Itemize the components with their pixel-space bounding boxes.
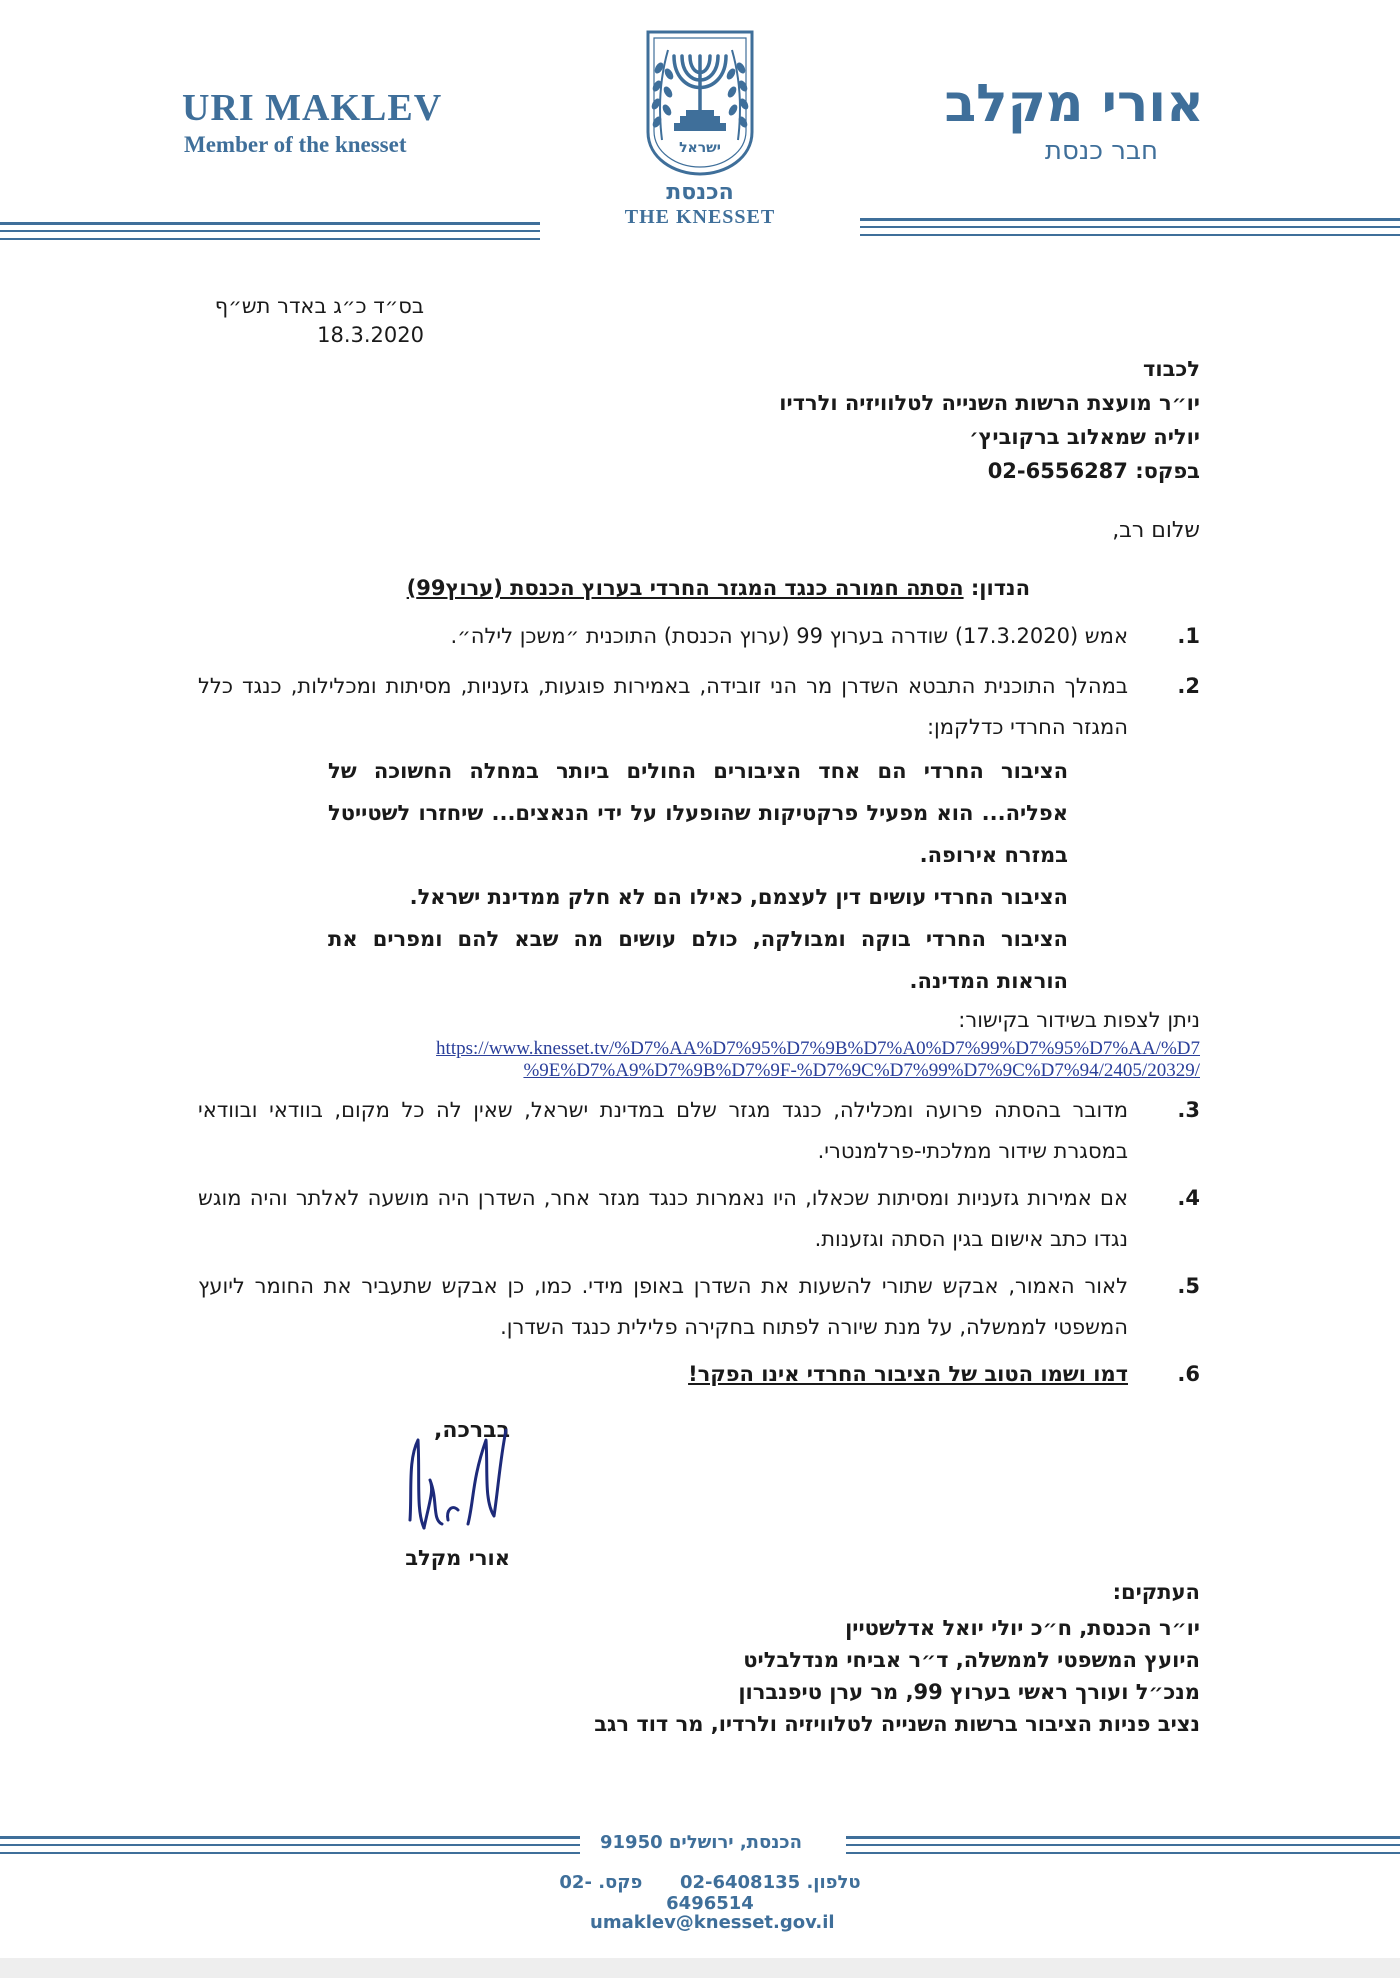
letterhead-english-title: Member of the knesset bbox=[184, 132, 407, 157]
recipient-line: יוליה שמאלוב ברקוביץ׳ bbox=[969, 425, 1200, 449]
cc-item: היועץ המשפטי לממשלה, ד״ר אביחי מנדלבליט bbox=[743, 1648, 1200, 1672]
subject-line bbox=[407, 576, 1030, 600]
paragraph-text: מדובר בהסתה פרועה ומכלילה, כנגד מגזר שלם במדינת ישראל, שאין לה כל מקום, בוודאי ובוודאי במסגרת שידור ממלכתי-פרלמנטרי. bbox=[198, 1098, 1128, 1163]
paragraph-5 bbox=[198, 1266, 1200, 1348]
quote-3: הציבור החרדי בוקה ומבולקה, כולם עושים מה שבא להם ומפרים את הוראות המדינה. bbox=[328, 927, 1068, 993]
knesset-english-label: THE KNESSET bbox=[624, 206, 776, 228]
letterhead-hebrew-name: אורי מקלב bbox=[944, 74, 1204, 134]
signature-blessing: בברכה, bbox=[433, 1418, 510, 1443]
paragraph-number: 5. bbox=[1177, 1274, 1200, 1298]
broadcast-link-line[interactable]: https://www.knesset.tv/%D7%AA%D7%95%D7%9B%D7%A0%D7%99%D7%95%D7%AA/%D7 bbox=[436, 1038, 1200, 1059]
subject-text: הסתה חמורה כנגד המגזר החרדי בערוץ הכנסת (ערוץ99) bbox=[406, 576, 964, 600]
footer-rule-right bbox=[846, 1836, 1400, 1839]
paragraph-text: במהלך התוכנית התבטא השדרן מר הני זובידה, באמירות פוגעות, גזעניות, מסיתות ומכלילות, כנגד כלל המגזר החרדי כדלקמן: bbox=[198, 674, 1128, 739]
menorah-emblem-icon bbox=[640, 28, 760, 178]
recipient-fax: בפקס: 02-6556287 bbox=[987, 459, 1200, 483]
greeting: שלום רב, bbox=[1112, 518, 1200, 543]
signature-name: אורי מקלב bbox=[405, 1546, 510, 1570]
quote-1: הציבור החרדי הם אחד הציבורים החולים ביותר במחלה החשוכה של אפליה... הוא מפעיל פרקטיקות שהופעלו על ידי הנאצים... שיחזרו לשטייטל במזרח אירופה. bbox=[328, 759, 1068, 867]
cc-list bbox=[594, 1612, 1200, 1740]
paragraph-number: 6. bbox=[1177, 1362, 1200, 1386]
header-rule-left bbox=[0, 222, 540, 225]
recipient-block bbox=[779, 352, 1200, 488]
paragraph-number: 2. bbox=[1177, 674, 1200, 698]
footer-rule-left bbox=[0, 1836, 580, 1839]
paragraph-4 bbox=[198, 1178, 1200, 1260]
paragraph-text: דמו ושמו הטוב של הציבור החרדי אינו הפקר! bbox=[688, 1362, 1128, 1386]
recipient-line: יו״ר מועצת הרשות השנייה לטלוויזיה ולרדיו bbox=[779, 391, 1200, 415]
header-rule-right-2 bbox=[860, 226, 1400, 228]
svg-text:ישראל: ישראל bbox=[679, 140, 721, 156]
paragraph-text: לאור האמור, אבקש שתורי להשעות את השדרן באופן מידי. כמו, כן אבקש שתעביר את החומר ליועץ המשפטי לממשלה, על מנת שיורה לפתוח בחקירה פלילית כנגד השדרן. bbox=[198, 1274, 1128, 1339]
cc-item: נציב פניות הציבור ברשות השנייה לטלוויזיה ולרדיו, מר דוד רגב bbox=[594, 1712, 1200, 1736]
recipient-line: לכבוד bbox=[1143, 357, 1200, 381]
paragraph-number: 1. bbox=[1177, 624, 1200, 648]
footer-rule-left-2 bbox=[0, 1844, 580, 1846]
handwritten-signature bbox=[390, 1420, 510, 1550]
header-rule-right-3 bbox=[860, 234, 1400, 236]
subject-label: הנדון: bbox=[963, 576, 1030, 600]
footer-rule-right-3 bbox=[846, 1852, 1400, 1854]
footer-phone: טלפון. 02-6408135 bbox=[679, 1872, 861, 1893]
footer-email[interactable]: umaklev@knesset.gov.il bbox=[590, 1912, 835, 1933]
paragraph-text: אמש (17.3.2020) שודרה בערוץ 99 (ערוץ הכנסת) התוכנית ״משכן לילה״. bbox=[450, 624, 1128, 648]
letter-date bbox=[215, 292, 424, 350]
footer-fax: פקס. 02-6496514 bbox=[559, 1872, 754, 1914]
quote-2: הציבור החרדי עושים דין לעצמם, כאילו הם לא חלק ממדינת ישראל. bbox=[409, 885, 1068, 909]
footer-address: הכנסת, ירושלים 91950 bbox=[600, 1832, 802, 1853]
header-rule-left-3 bbox=[0, 238, 540, 240]
broadcast-link[interactable] bbox=[300, 1038, 1200, 1082]
paragraph-3 bbox=[198, 1090, 1200, 1172]
gregorian-date: 18.3.2020 bbox=[317, 323, 424, 347]
paragraph-number: 3. bbox=[1177, 1098, 1200, 1122]
hebrew-date: בס״ד כ״ג באדר תש״ף bbox=[214, 294, 424, 318]
footer-rule-left-3 bbox=[0, 1852, 580, 1854]
paragraph-number: 4. bbox=[1177, 1186, 1200, 1210]
knesset-hebrew-label: הכנסת bbox=[666, 180, 734, 205]
footer-rule-right-2 bbox=[846, 1844, 1400, 1846]
cc-item: מנכ״ל ועורך ראשי בערוץ 99, מר ערן טיפנברון bbox=[738, 1680, 1200, 1704]
broadcast-link-line[interactable]: %9E%D7%A9%D7%9B%D7%9F-%D7%9C%D7%99%D7%9C%D7%94/2405/20329/ bbox=[523, 1060, 1200, 1081]
header-rule-right bbox=[860, 218, 1400, 221]
cc-title: העתקים: bbox=[1112, 1580, 1200, 1604]
paragraph-text: אם אמירות גזעניות ומסיתות שכאלו, היו נאמרות כנגד מגזר אחר, השדרן היה מושעה לאלתר והיה מוגש נגדו כתב אישום בגין הסתה וגזענות. bbox=[198, 1186, 1128, 1251]
page-bottom-band bbox=[0, 1958, 1400, 1978]
letterhead-english-name: URI MAKLEV bbox=[182, 87, 443, 129]
cc-item: יו״ר הכנסת, ח״כ יולי יואל אדלשטיין bbox=[845, 1616, 1200, 1640]
footer-contact bbox=[530, 1872, 890, 1914]
header-rule-left-2 bbox=[0, 230, 540, 232]
paragraph-2 bbox=[198, 666, 1200, 748]
broadcast-link-label: ניתן לצפות בשידור בקישור: bbox=[958, 1008, 1200, 1032]
paragraph-1 bbox=[198, 616, 1200, 657]
paragraph-6 bbox=[198, 1354, 1200, 1395]
letterhead-hebrew-title: חבר כנסת bbox=[1044, 136, 1158, 166]
